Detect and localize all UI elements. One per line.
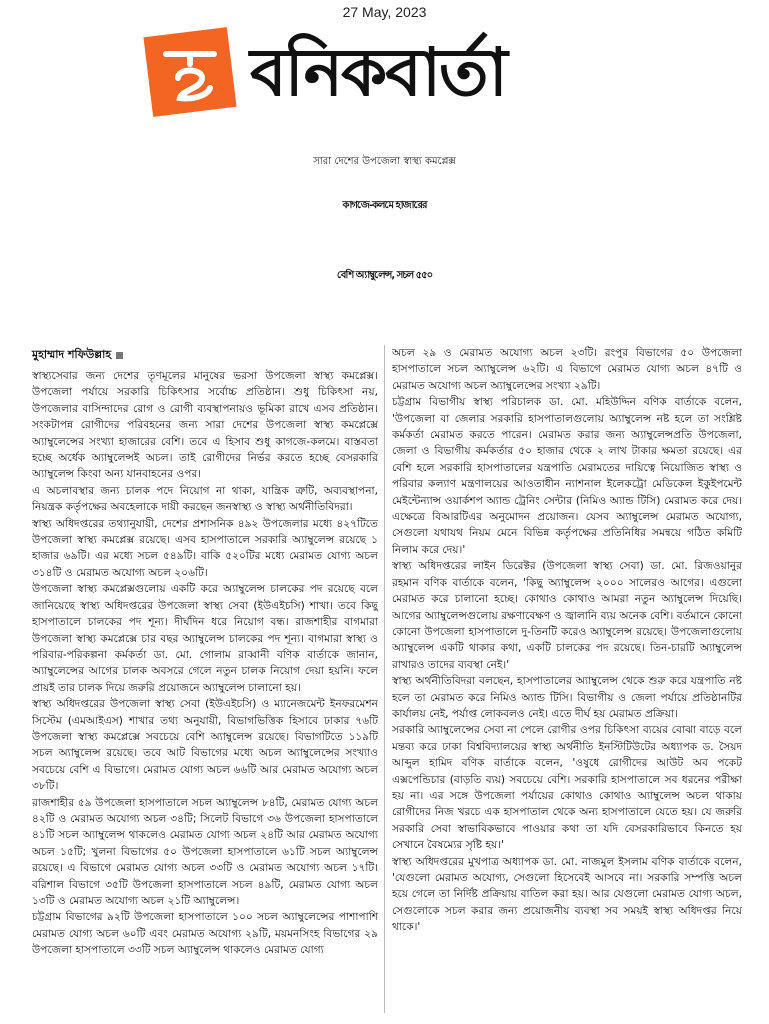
logo-mark-icon [140,24,240,120]
byline [32,346,123,365]
column-divider [384,345,385,1013]
paragraph: চট্টগ্রাম বিভাগীয় স্বাস্থ্য পরিচালক ডা. মো. মহিউদ্দিন বণিক বার্তাকে বলেন, 'উপজেলা বা জেলার সরকারি হাসপাতালগুলোয় অ্যাম্বুলেন্স নষ্ট হলে তা সংশ্লিষ্ট কর্মকর্তা মেরামত করতে পারেন। মেরামত করার জন্য অ্যাম্বুলেন্সপ্রতি উপজেলা, জেলা ও বিভাগীয় কর্মকর্তার ৫০ হাজার থেকে ২ লাখ টাকার ক্ষমতা রয়েছে। এর বেশি হলে সরকারি হাসপাতালের যন্ত্রপাতি মেরামতের দায়িত্বে নিয়োজিত স্বাস্থ্য ও পরিবার কল্যাণ মন্ত্রণালয়ের আওতাধীন ন্যাশনাল ইলেকট্রো মেডিকেল ইকুইপমেন্ট মেইন্টেন্যান্স ওয়ার্কশপ অ্যান্ড ট্রেনিং সেন্টার (নিমিও অ্যান্ড টিসি) মেরামত করে দেয়। এক্ষেত্রে বিআরটিএর অনুমোদন প্রয়োজন। যেসব অ্যাম্বুলেন্স মেরামত অযোগ্য, সেগুলো যথাযথ নিয়ম মেনে বিভিন্ন কর্তৃপক্ষের প্রতিনিধির সমন্বয়ে গঠিত কমিটি নিলাম করে দেয়।' [392,396,742,556]
paragraph: চট্টগ্রাম বিভাগের ৯২টি উপজেলা হাসপাতালে ১০০ সচল অ্যাম্বুলেন্সের পাশাপাশি মেরামত যোগ্য অচল ৬০টি এবং মেরামত অযোগ্য ২৯টি, ময়মনসিংহ বিভাগের ২৯ উপজেলা হাসপাতালে ৩৩টি সচল অ্যাম্বুলেন্স থাকলেও মেরামত যোগ্য [32,911,378,957]
masthead [138,22,638,132]
paragraph: অচল ২৯ ও মেরামত অযোগ্য অচল ২৩টি। রংপুর বিভাগের ৫০ উপজেলা হাসপাতালে সচল অ্যাম্বুলেন্স ৬২টি। এ বিভাগে মেরামত যোগ্য অচল ৪৭টি ও মেরামত অযোগ্য অচল অ্যাম্বুলেন্সের সংখ্যা ২৯টি। [392,347,742,392]
author-name: মুহাম্মাদ শফিউল্লাহ [32,348,112,361]
paragraph: স্বাস্থ্য অধিদপ্তরের তথ্যানুযায়ী, দেশের প্রশাসনিক ৪৯২ উপজেলার মধ্যে ৪২৭টিতে উপজেলা স্বাস্থ্য কমপ্লেক্স রয়েছে। এসব হাসপাতালে সরকারি অ্যাম্বুলেন্স রয়েছে ১ হাজার ৬৯টি। এর মধ্যে সচল ৫৪৯টি। বাকি ৫২০টির মধ্যে মেরামত যোগ্য অচল ৩১৪টি ও মেরামত অযোগ্য অচল ২০৬টি। [32,517,378,579]
byline-square-icon [116,352,123,359]
logo-wordmark: বনিকবার্তা [250,34,506,111]
paragraph: সরকারি অ্যাম্বুলেন্সের সেবা না পেলে রোগীর ওপর চিকিৎসা ব্যয়ের বোঝা বাড়ে বলে মন্তব্য করে ঢাকা বিশ্ববিদ্যালয়ের স্বাস্থ্য অর্থনীতি ইনস্টিটিউটের অধ্যাপক ড. সৈয়দ আব্দুল হামিদ বণিক বার্তাকে বলেন, 'ওষুধে রোগীদের আউট অব পকেট এক্সপেন্ডিচার (বাড়তি ব্যয়) সবচেয়ে বেশি। সরকারি হাসপাতালে সব ধরনের পরীক্ষা হয় না। এর সঙ্গে উপজেলা পর্যায়ের কোথাও কোথাও অ্যাম্বুলেন্স অচল থাকায় রোগীদের নিজ খরচে এক হাসপাতাল থেকে অন্য হাসপাতালে যেতে হয়। যে জরুরি সরকারি সেবা স্বাভাবিকভাবে পাওয়ার কথা তা যদি বেসরকারিভাবে কিনতে হয় সেখানে বৈষম্যের সৃষ্টি হয়।' [392,724,742,852]
article-kicker: সারা দেশের উপজেলা স্বাস্থ্য কমপ্লেক্স [313,156,456,167]
paragraph: স্বাস্থ্য অধিদপ্তরের উপজেলা স্বাস্থ্য সেবা (ইউএইচসি) ও ম্যানেজমেন্ট ইনফরমেশন সিস্টেম (এমআইএস) শাখার তথ্য অনুযায়ী, বিভাগভিত্তিক হিসাবে ঢাকার ৭৬টি উপজেলা স্বাস্থ্য কমপ্লেক্সে সবচেয়ে বেশি অ্যাম্বুলেন্স রয়েছে। বিভাগটিতে ১১৯টি সচল অ্যাম্বুলেন্স রয়েছে। তবে আট বিভাগের মধ্যে অচল অ্যাম্বুলেন্সের সংখ্যাও সবচেয়ে বেশি এ বিভাগে। মেরামত যোগ্য অচল ৬৬টি আর মেরামত অযোগ্য অচল ৩৮টি। [32,698,378,793]
paragraph: স্বাস্থ্য অধিদপ্তরের লাইন ডিরেক্টর (উপজেলা স্বাস্থ্য সেবা) ডা. মো. রিজওয়ানুর রহমান বণিক বার্তাকে বলেন, 'কিছু অ্যাম্বুলেন্স ২০০০ সালেরও আগের। এগুলো মেরামত করে চালানো হচ্ছে। কোথাও কোথাও আমরা নতুন অ্যাম্বুলেন্স দিয়েছি। আগের অ্যাম্বুলেন্সগুলোয় রক্ষণাবেক্ষণ ও জ্বালানি ব্যয় অনেক বেশি। বর্তমানে কোনো কোনো উপজেলা হাসপাতালে দু-তিনটি করেও অ্যাম্বুলেন্স রয়েছে। উপজেলাগুলোয় অ্যাম্বুলেন্স একটি থাকার কথা, একটি চালকের পদ রয়েছে। তিন-চারটি অ্যাম্বুলেন্স রাখারও তাদের ব্যবস্থা নেই।' [392,560,742,671]
paragraph: স্বাস্থ্য অর্থনীতিবিদরা বলছেন, হাসপাতালের অ্যাম্বুলেন্স থেকে শুরু করে যন্ত্রপাতি নষ্ট হলে তা মেরামত করে নিমিও অ্যান্ড টিসি। বিভাগীয় ও জেলা পর্যায়ে প্রতিষ্ঠানটির কার্যালয় নেই, পর্যাপ্ত লোকবলও নেই। এতে দীর্ঘ হয় মেরামত প্রক্রিয়া। [392,675,742,720]
article-headline-line-1: কাগজে-কলমে হাজারের [342,200,427,211]
paragraph: উপজেলা স্বাস্থ্য কমপ্লেক্সগুলোয় একটি করে অ্যাম্বুলেন্স চালকের পদ রয়েছে বলে জানিয়েছে স্বাস্থ্য অধিদপ্তরের উপজেলা স্বাস্থ্য সেবা (ইউএইচসি) শাখা। তবে কিছু হাসপাতালে চালকের পদ শূন্য। দীর্ঘদিন ধরে নিয়োগ বন্ধ। রাজশাহীর বাগমারা উপজেলা স্বাস্থ্য কমপ্লেক্সে চার বছর অ্যাম্বুলেন্স চালকের পদ শূন্য। বাগমারা স্বাস্থ্য ও পরিবার-পরিকল্পনা কর্মকর্তা ডা. মো. গোলাম রাব্বানী বণিক বার্তাকে জানান, অ্যাম্বুলেন্সের আগের চালক অবসরে গেলে নতুন চালক নিয়োগ দেয়া হয়নি। ফলে প্রায়ই তার চালক দিয়ে জরুরি প্রয়োজনে অ্যাম্বুলেন্স চালানো হয়। [32,583,378,694]
paragraph: স্বাস্থ্য অধিদপ্তরের মুখপাত্র অধ্যাপক ডা. মো. নাজমুল ইসলাম বণিক বার্তাকে বলেন, 'যেগুলো মেরামত অযোগ্য, সেগুলো হিসেবেই আসবে না। সরকারি সম্পত্তি অচল হয়ে গেলে তা নির্দিষ্ট প্রক্রিয়ায় বাতিল করা হয়। আর যেগুলো মেরামত যোগ্য অচল, সেগুলোকে সচল করার জন্য প্রয়োজনীয় ব্যবস্থা সব সময়ই স্বাস্থ্য অধিদপ্তর নিয়ে থাকে।' [392,855,742,934]
article-headline-line-2: বেশি অ্যাম্বুলেন্স, সচল ৫৫০ [336,270,433,281]
article-column-left [32,368,378,1016]
paragraph: এ অচলাবস্থার জন্য চালক পদে নিয়োগ না থাকা, যান্ত্রিক ত্রুটি, অব্যবস্থাপনা, নিয়ন্ত্রক কর্তৃপক্ষের অবহেলাকে দায়ী করছেন জনস্বাস্থ্য ও স্বাস্থ্য অর্থনীতিবিদরা। [32,484,378,514]
paragraph: স্বাস্থ্যসেবার জন্য দেশের তৃণমূলের মানুষের ভরসা উপজেলা স্বাস্থ্য কমপ্লেক্স। উপজেলা পর্যায়ে সরকারি চিকিৎসার সর্বোচ্চ প্রতিষ্ঠান। শুধু চিকিৎসা নয়, উপজেলার বাসিন্দাদের রোগ ও রোগী ব্যবস্থাপনায়ও ভূমিকা রাখে এসব প্রতিষ্ঠান। সংকটাপন্ন রোগীদের পরিবহনের জন্য সারা দেশের উপজেলা স্বাস্থ্য কমপ্লেক্সে অ্যাম্বুলেন্সের সংখ্যা হাজারের বেশি। তবে এ হিসাব শুধু কাগজে-কলমে। বাস্তবতা হচ্ছে অর্ধেক অ্যাম্বুলেন্সই অচল। তাই রোগীদের নির্ভর করতে হচ্ছে বেসরকারি অ্যাম্বুলেন্স কিংবা অন্য যানবাহনের ওপর। [32,370,378,481]
paragraph: রাজশাহীর ৫৯ উপজেলা হাসপাতালে সচল অ্যাম্বুলেন্স ৮৪টি, মেরামত যোগ্য অচল ৪২টি ও মেরামত অযোগ্য অচল ৩৪টি; সিলেট বিভাগে ৩৬ উপজেলা হাসপাতালে ৪১টি সচল অ্যাম্বুলেন্স থাকলেও মেরামত যোগ্য অচল ২৪টি আর মেরামত অযোগ্য অচল ১৫টি; খুলনা বিভাগের ৫০ উপজেলা হাসপাতালে ৬১টি সচল অ্যাম্বুলেন্স রয়েছে। এ বিভাগে মেরামত যোগ্য অচল ৩৩টি ও মেরামত অযোগ্য অচল ১৭টি। বরিশাল বিভাগে ৩৫টি উপজেলা হাসপাতালে সচল ৪৯টি, মেরামত যোগ্য অচল ১৩টি ও মেরামত অযোগ্য অচল ২১টি অ্যাম্বুলেন্স। [32,796,378,907]
publication-date: 27 May, 2023 [342,4,427,20]
article-column-right [392,345,742,1016]
